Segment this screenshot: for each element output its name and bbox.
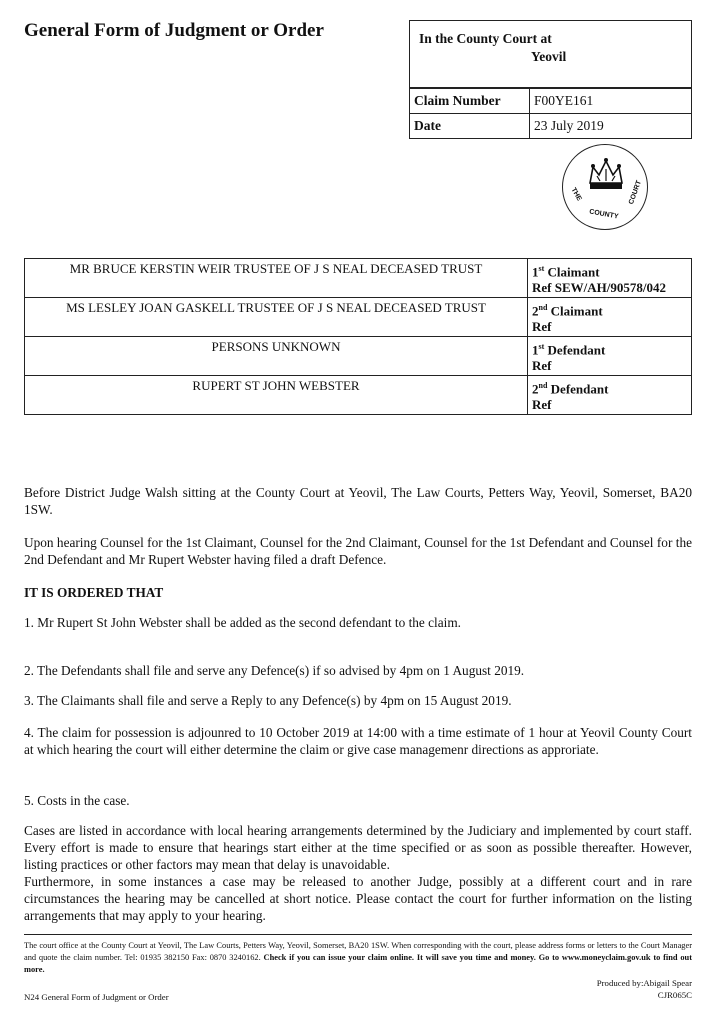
party-row <box>25 259 692 298</box>
party-ref: Ref <box>532 319 552 335</box>
party-role: Claimant <box>550 303 603 319</box>
seal-text-the: THE <box>569 186 583 203</box>
upon-hearing-paragraph: Upon hearing Counsel for the 1st Claimant, Counsel for the 2nd Claimant, Counsel for the 1st Defendant and Counsel for the 2nd Defendant and Mr Rupert Webster having filed a draft Defence. <box>24 535 692 567</box>
order-item-5: 5. Costs in the case. <box>24 793 130 808</box>
party-ref: Ref <box>532 397 552 413</box>
party-row <box>25 337 692 376</box>
party-role: Claimant <box>547 264 600 280</box>
party-ordinal-suffix: nd <box>538 381 548 390</box>
seal-lettering <box>563 145 649 231</box>
party-ordinal-suffix: st <box>538 264 545 273</box>
party-name: MS LESLEY JOAN GASKELL TRUSTEE OF J S NEAL DECEASED TRUST <box>25 298 528 337</box>
footer-court-address: The court office at the County Court at Yeovil, The Law Courts, Petters Way, Yeovil, Somerset, BA20 1SW. When corresponding with the court, please address forms or letters to the Court Manager and quote the claim number. Tel: 01935 382150 Fax: 0870 3240162. <box>24 941 692 962</box>
document-title: General Form of Judgment or Order <box>24 20 324 41</box>
party-role: Defendant <box>550 381 609 397</box>
order-item-4: 4. The claim for possession is adjounred to 10 October 2019 at 14:00 with a time estimate of 1 hour at Yeovil County Court at which hearing the court will either determine the claim or give case managemenr directions as approriate. <box>24 725 692 757</box>
party-ordinal: 2 <box>532 303 539 319</box>
county-court-seal <box>562 144 648 230</box>
claim-number-label: Claim Number <box>410 89 530 114</box>
court-label: In the County Court at <box>419 31 552 46</box>
listing-paragraph-2: Furthermore, in some instances a case may be released to another Judge, possibly at a different court and in rare circumstances the hearing may be cancelled at short notice. Please contact the court for further information on the listing arrangements that may apply to your hearing. <box>24 874 692 923</box>
claim-number-value: F00YE161 <box>530 89 692 114</box>
party-role-cell <box>528 259 692 298</box>
party-ordinal-suffix: st <box>538 342 545 351</box>
court-box <box>409 20 692 88</box>
ordered-heading: IT IS ORDERED THAT <box>24 585 164 600</box>
parties-table <box>24 258 692 415</box>
order-item-2: 2. The Defendants shall file and serve any Defence(s) if so advised by 4pm on 1 August 2019. <box>24 663 525 678</box>
produced-by: Produced by:Abigail Spear <box>596 978 692 988</box>
party-ordinal-suffix: nd <box>538 303 548 312</box>
form-id: N24 General Form of Judgment or Order <box>24 992 169 1002</box>
order-item-3: 3. The Claimants shall file and serve a Reply to any Defence(s) by 4pm on 15 August 2019. <box>24 693 512 708</box>
listing-paragraph-1: Cases are listed in accordance with local hearing arrangements determined by the Judiciary and implemented by court staff. Every effort is made to ensure that hearings start either at the time specified or as soon as possible thereafter. However, listing practices or other factors may mean that delay is unavoidable. <box>24 823 692 872</box>
order-item-1: 1. Mr Rupert St John Webster shall be added as the second defendant to the claim. <box>24 615 462 630</box>
before-judge-paragraph: Before District Judge Walsh sitting at the County Court at Yeovil, The Law Courts, Petters Way, Yeovil, Somerset, BA20 1SW. <box>24 485 692 517</box>
claim-number-row <box>410 89 692 114</box>
footer-notice <box>24 940 692 976</box>
produced-by-block <box>597 977 692 1001</box>
party-row <box>25 376 692 415</box>
party-name: MR BRUCE KERSTIN WEIR TRUSTEE OF J S NEAL DECEASED TRUST <box>25 259 528 298</box>
party-role-cell <box>528 376 692 415</box>
party-role: Defendant <box>547 342 606 358</box>
party-ref: Ref SEW/AH/90578/042 <box>532 280 666 296</box>
date-value: 23 July 2019 <box>530 114 692 139</box>
footer-online-notice: Check if you can issue your claim online. It will save you time and money. Go to www.moneyclaim.gov.uk to find out more. <box>24 953 693 974</box>
party-name: PERSONS UNKNOWN <box>25 337 528 376</box>
party-row <box>25 298 692 337</box>
party-role-cell <box>528 337 692 376</box>
footer-divider <box>24 934 692 935</box>
form-code: CJR065C <box>657 990 692 1000</box>
claim-info-table <box>409 88 692 139</box>
party-ref: Ref <box>532 358 552 374</box>
date-label: Date <box>410 114 530 139</box>
seal-text-county: COUNTY <box>588 208 619 221</box>
court-name: Yeovil <box>531 49 567 64</box>
party-ordinal: 2 <box>532 381 539 397</box>
party-ordinal: 1 <box>532 264 539 280</box>
date-row <box>410 114 692 139</box>
party-ordinal: 1 <box>532 342 539 358</box>
party-role-cell <box>528 298 692 337</box>
seal-text-court: COURT <box>627 179 643 206</box>
party-name: RUPERT ST JOHN WEBSTER <box>25 376 528 415</box>
